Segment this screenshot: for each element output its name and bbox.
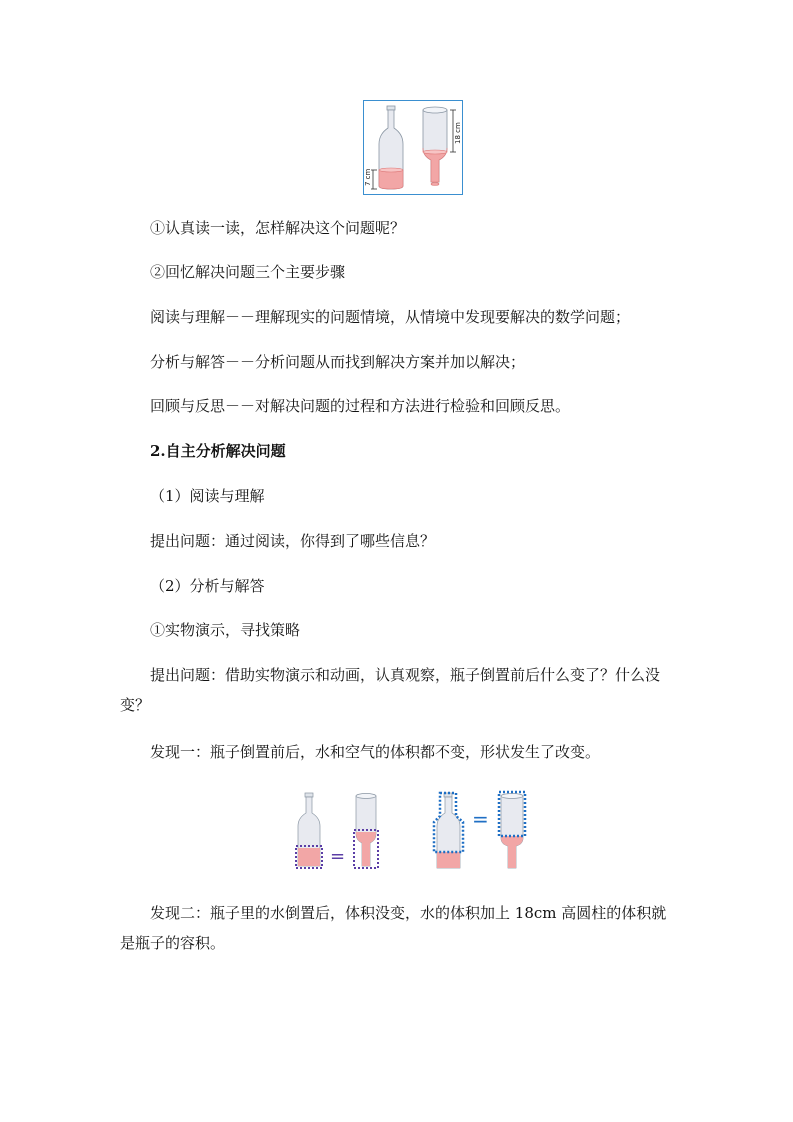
line-sub1: （1）阅读与理解 <box>150 487 265 505</box>
volume-comparison-figure <box>290 788 530 874</box>
line-step-analyze: 分析与解答－－分析问题从而找到解决方案并加以解决； <box>150 353 526 371</box>
inverted-bottle-air <box>499 792 525 868</box>
label-7cm: 7 cm <box>364 168 372 186</box>
line-finding-one: 发现一：瓶子倒置前后，水和空气的体积都不变，形状发生了改变。 <box>150 743 601 761</box>
line-recall-steps: ②回忆解决问题三个主要步骤 <box>150 263 346 281</box>
equals-sign-left: = <box>330 846 346 867</box>
bottle-figure <box>363 100 463 195</box>
label-18cm: 18 cm <box>454 122 462 144</box>
upright-bottle-air <box>434 793 463 868</box>
line-read-question: ①认真读一读，怎样解决这个问题呢？ <box>150 219 406 237</box>
line-sub2: （2）分析与解答 <box>150 577 265 595</box>
line-demo-strategy: ①实物演示，寻找策略 <box>150 621 301 639</box>
upright-bottle-small <box>296 793 322 868</box>
equals-sign-right: = <box>472 807 489 831</box>
inverted-bottle-small <box>354 794 378 869</box>
line-step-read: 阅读与理解－－理解现实的问题情境，从情境中发现要解决的数学问题； <box>150 308 631 326</box>
section-heading: 2.自主分析解决问题 <box>150 442 286 460</box>
paragraph-question-change: 提出问题：借助实物演示和动画，认真观察，瓶子倒置前后什么变了？什么没变？ <box>120 666 661 714</box>
line-question-info: 提出问题：通过阅读，你得到了哪些信息？ <box>150 532 436 550</box>
paragraph-finding-two: 发现二：瓶子里的水倒置后，体积没变，水的体积加上 18cm 高圆柱的体积就是瓶子的容积。 <box>120 904 667 952</box>
line-step-review: 回顾与反思－－对解决问题的过程和方法进行检验和回顾反思。 <box>150 397 571 415</box>
